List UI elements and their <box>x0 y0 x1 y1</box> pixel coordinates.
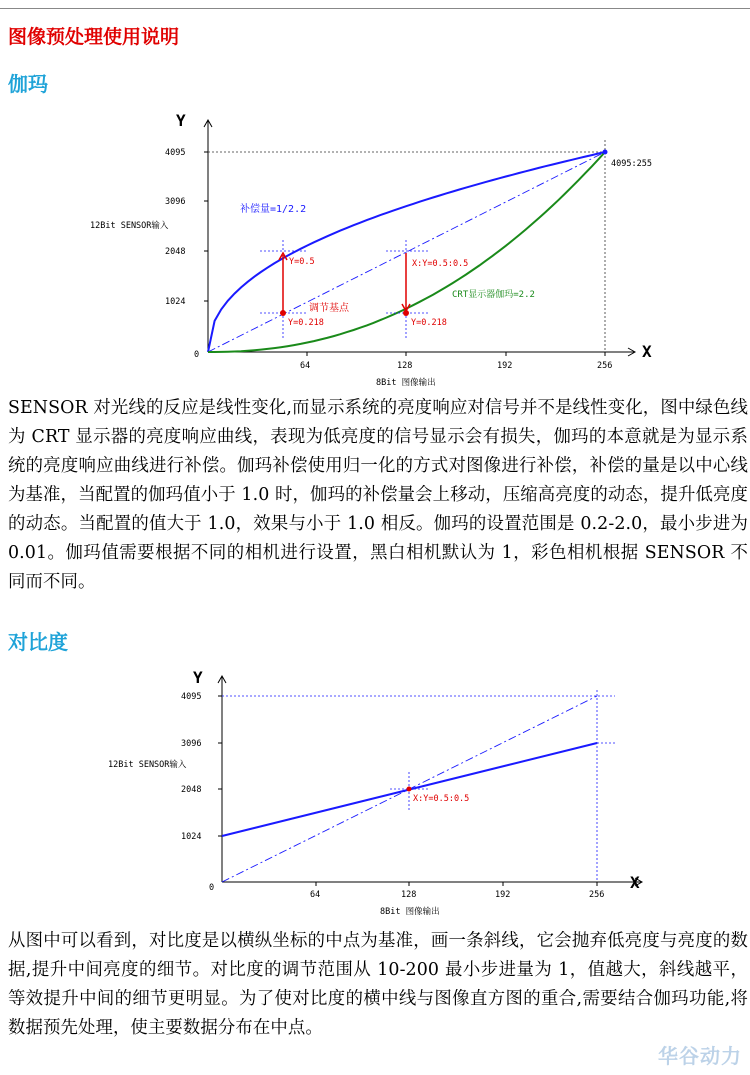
gamma-xtick-128: 128 <box>397 361 413 371</box>
contrast-x-title: 8Bit 图像输出 <box>380 907 440 917</box>
gamma-ytick-1024: 1024 <box>165 297 186 307</box>
gamma-ytick-4095: 4095 <box>165 148 186 158</box>
contrast-ytick-3096: 3096 <box>181 739 202 749</box>
gamma-end-point <box>603 150 608 155</box>
contrast-xtick-256: 256 <box>589 890 605 900</box>
contrast-x-letter: X <box>630 873 640 892</box>
gamma-y0218-right-label: Y=0.218 <box>411 318 447 328</box>
contrast-ytick-2048: 2048 <box>181 785 202 795</box>
gamma-xtick-256: 256 <box>597 361 613 371</box>
gamma-xtick-64: 64 <box>300 361 311 371</box>
contrast-paragraph: 从图中可以看到，对比度是以横纵坐标的中点为基准，画一条斜线，它会抛弃低亮度与亮度的数据,提升中间亮度的细节。对比度的调节范围从 10-200 最小步进量为 1，值越大，斜线越平，等效提升中间的细节更明显。为了使对比度的横中线与图像直方图的重合,需要结合伽玛功能,将数据预先处理，使主要数据分布在中点。 <box>8 931 748 1038</box>
contrast-y-letter: Y <box>193 668 203 687</box>
gamma-comp-label: 补偿量=1/2.2 <box>240 204 307 215</box>
watermark-logo: 华谷动力 <box>658 1044 742 1068</box>
gamma-xy-label: X:Y=0.5:0.5 <box>412 259 469 269</box>
gamma-y0218-left-label: Y=0.218 <box>288 318 324 328</box>
contrast-xtick-128: 128 <box>401 890 417 900</box>
gamma-right-point <box>403 310 409 316</box>
gamma-y-title: 12Bit SENSOR输入 <box>90 221 169 231</box>
contrast-heading: 对比度 <box>8 630 68 654</box>
gamma-ytick-0: 0 <box>194 350 200 360</box>
page-title: 图像预处理使用说明 <box>8 26 180 48</box>
gamma-heading: 伽玛 <box>8 72 48 96</box>
contrast-chart <box>0 660 750 922</box>
gamma-crt-label: CRT显示器伽玛=2.2 <box>452 290 535 300</box>
contrast-xtick-192: 192 <box>495 890 511 900</box>
gamma-endpoint-label: 4095:255 <box>611 159 652 169</box>
gamma-paragraph: SENSOR 对光线的反应是线性变化,而显示系统的亮度响应对信号并不是线性变化，图中绿色线为 CRT 显示器的亮度响应曲线，表现为低亮度的信号显示会有损失，伽玛的本意就是为显示系统的亮度响应曲线进行补偿。伽玛补偿使用归一化的方式对图像进行补偿，补偿的量是以中心线为基准，当配置的伽玛值小于 1.0 时，伽玛的补偿量会上移动，压缩高亮度的动态，提升低亮度的动态。当配置的值大于 1.0，效果与小于 1.0 相反。伽玛的设置范围是 0.2-2.0，最小步进为 0.01。伽玛值需要根据不同的相机进行设置，黑白相机默认为 1，彩色相机根据 SENSOR 不同而不同。 <box>8 398 748 592</box>
contrast-mid-point <box>407 787 412 792</box>
gamma-ref-label: 调节基点 <box>309 303 349 314</box>
contrast-ytick-0: 0 <box>209 883 215 893</box>
gamma-ytick-2048: 2048 <box>165 247 186 257</box>
gamma-y05-label: Y=0.5 <box>289 257 315 267</box>
gamma-x-letter: X <box>642 342 652 361</box>
gamma-x-title: 8Bit 图像输出 <box>376 378 436 388</box>
contrast-ytick-4095: 4095 <box>181 692 202 702</box>
gamma-ref-point <box>280 310 286 316</box>
contrast-ytick-1024: 1024 <box>181 832 202 842</box>
gamma-diagonal <box>208 152 605 352</box>
contrast-y-title: 12Bit SENSOR输入 <box>108 760 187 770</box>
top-rule <box>0 8 750 9</box>
gamma-xtick-192: 192 <box>497 361 513 371</box>
contrast-xtick-64: 64 <box>310 890 321 900</box>
gamma-y-letter: Y <box>176 111 186 130</box>
gamma-chart <box>0 100 750 392</box>
contrast-mid-label: X:Y=0.5:0.5 <box>413 794 470 804</box>
gamma-ytick-3096: 3096 <box>165 197 186 207</box>
